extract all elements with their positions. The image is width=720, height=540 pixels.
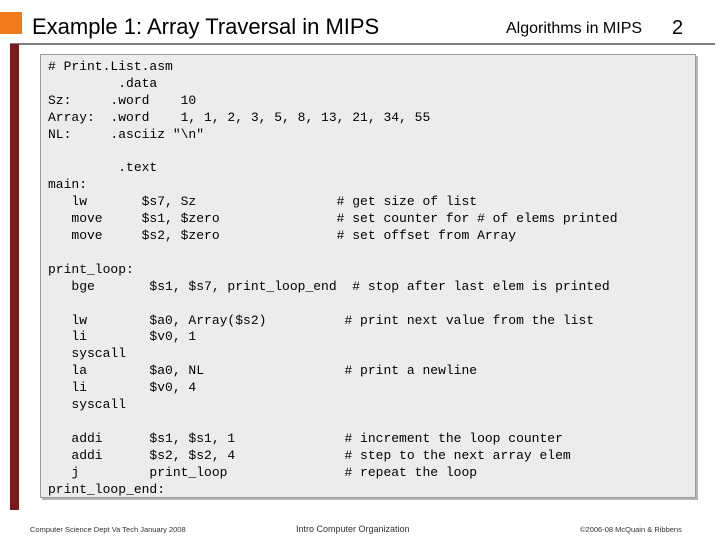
code-line: syscall — [48, 397, 127, 412]
code-line: syscall — [48, 346, 127, 362]
code-line: .text — [48, 160, 158, 176]
code-line: main: — [48, 177, 88, 193]
code-line: j print_loop # repeat the loop — [48, 464, 478, 480]
code-line: move $s2, $zero # set offset from Array — [48, 228, 517, 243]
footer-right: ©2006-08 McQuain & Ribbens — [580, 525, 682, 534]
code-line: bge $s1, $s7, print_loop_end # stop after last elem is printed — [48, 278, 610, 294]
code-line: Array: .word 1, 1, 2, 3, 5, 8, 13, 21, 34, 55 — [48, 109, 431, 125]
code-line: move $s1, $zero # set counter for # of elems printed — [48, 211, 618, 227]
slide-title: Example 1: Array Traversal in MIPS — [32, 14, 380, 39]
page-number: 2 — [672, 17, 684, 39]
left-accent-bar — [10, 44, 19, 510]
footer-left: Computer Science Dept Va Tech January 2008 — [30, 525, 186, 534]
code-line: li $v0, 4 — [48, 380, 197, 396]
slide-topic: Algorithms in MIPS — [506, 20, 643, 37]
code-line: # Print.List.asm — [48, 59, 173, 74]
code-line: .data — [48, 75, 158, 91]
code-line: print_loop: — [48, 261, 134, 277]
code-line: print_loop_end: — [48, 481, 166, 497]
code-line: Sz: .word 10 — [48, 92, 197, 108]
code-line: lw $s7, Sz # get size of list — [48, 194, 478, 210]
code-line: addi $s2, $s2, 4 # step to the next array elem — [48, 447, 571, 463]
code-line: li $v0, 1 — [48, 329, 197, 345]
code-line: addi $s1, $s1, 1 # increment the loop counter — [48, 430, 563, 446]
header-divider — [10, 43, 715, 45]
code-line: NL: .asciiz "\n" — [48, 126, 205, 142]
code-line: la $a0, NL # print a newline — [48, 363, 478, 379]
title-accent-square — [0, 12, 22, 34]
footer-center: Intro Computer Organization — [296, 524, 410, 534]
code-line: lw $a0, Array($s2) # print next value from the list — [48, 312, 595, 328]
